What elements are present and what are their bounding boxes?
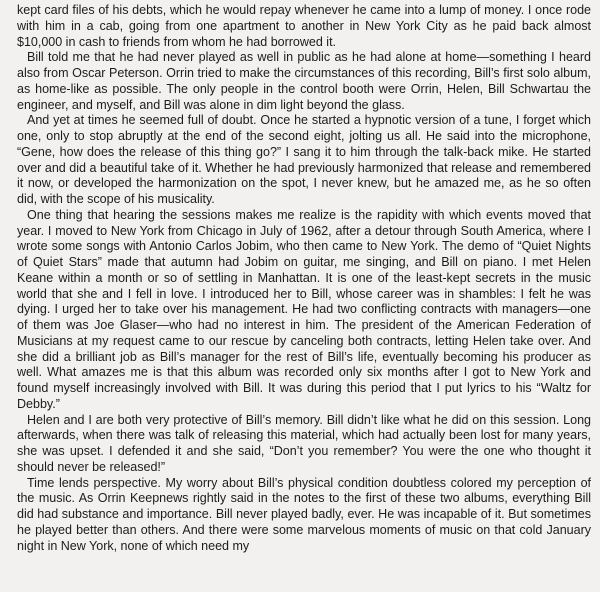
paragraph-2: Bill told me that he had never played as well in public as he had alone at home—something I heard also from Oscar Peterson. Orrin tried to make the circumstances of this recording, Bill’s first solo album, as home-like as possible. The only people in the control booth were Orrin, Helen, Bill Schwartau the engineer, and myself, and Bill was alone in dim light beyond the glass. xyxy=(17,50,591,112)
paragraph-5: Helen and I are both very protective of Bill’s memory. Bill didn’t like what he did on this session. Long afterwards, when there was talk of releasing this material, which had actually been lost for many years, she was upset. I defended it and she said, “Don’t you remember? You were the one who thought it should never be released!” xyxy=(17,412,591,474)
paragraph-1: kept card files of his debts, which he would repay whenever he came into a lump of money. I once rode with him in a cab, going from one apartment to another in New York City as he paid back almost $10,000 in cash to friends from whom he had borrowed it. xyxy=(17,3,591,49)
liner-notes-text xyxy=(17,3,591,554)
paragraph-4: One thing that hearing the sessions makes me realize is the rapidity with which events moved that year. I moved to New York from Chicago in July of 1962, after a detour through South America, where I wrote some songs with Antonio Carlos Jobim, who then came to New York. The demo of “Quiet Nights of Quiet Stars” made that autumn had Jobim on guitar, me singing, and Bill on piano. I met Helen Keane within a month or so of settling in Manhattan. It is one of the least-kept secrets in the music world that she and I fell in love. I introduced her to Bill, whose career was in shambles: I felt he was dying. I urged her to take over his management. He had two conflicting contracts with managers—one of them was Joe Glaser—who had no interest in him. The president of the American Federation of Musicians at my request came to our rescue by canceling both contracts, letting Helen take over. And she did a brilliant job as Bill’s manager for the rest of Bill’s life, eventually becoming his producer as well. What amazes me is that this album was recorded only six months after I got to New York and found myself increasingly involved with Bill. It was during this period that I put lyrics to his “Waltz for Debby.” xyxy=(17,207,591,411)
paragraph-3: And yet at times he seemed full of doubt. Once he started a hypnotic version of a tune, I forget which one, only to stop abruptly at the end of the second eight, jolting us all. He said into the microphone, “Gene, how does the release of this thing go?” I sang it to him through the talk-back mike. He started over and did a beautiful take of it. Whether he had previously harmonized that release and remembered it now, or developed the harmonization on the spot, I never knew, but he amazed me, as he so often did, with the scope of his musicality. xyxy=(17,113,591,206)
paragraph-6: Time lends perspective. My worry about Bill’s physical condition doubtless colored my perception of the music. As Orrin Keepnews rightly said in the notes to the first of these two albums, everything Bill did had substance and importance. Bill never played badly, ever. He was incapable of it. But sometimes he played better than others. And there were some marvelous moments of music on that cold January night in New York, none of which need my xyxy=(17,475,591,553)
